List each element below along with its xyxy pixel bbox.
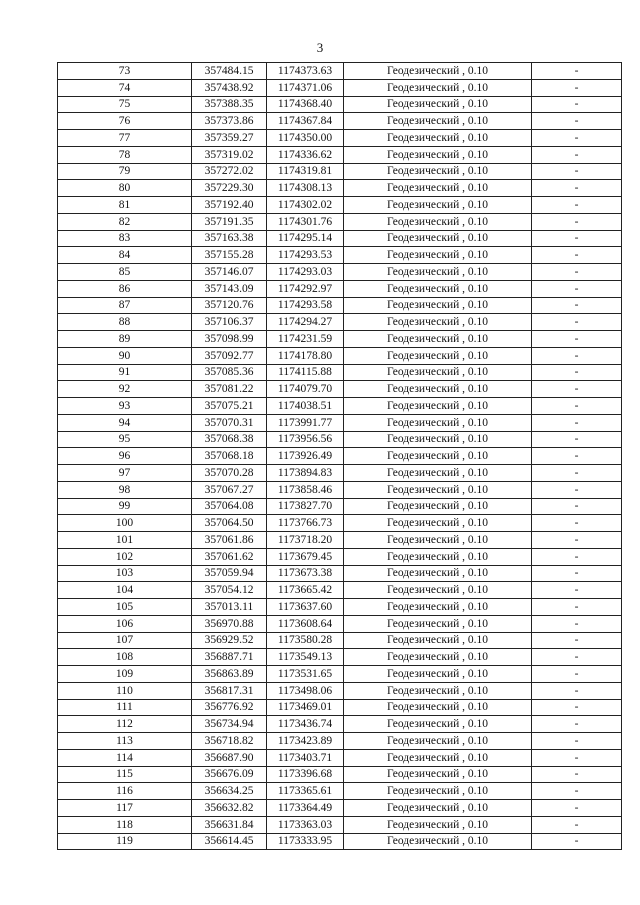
x-coordinate-cell: 357070.31 (192, 414, 267, 431)
x-coordinate-cell: 357120.76 (192, 297, 267, 314)
y-coordinate-cell: 1174295.14 (267, 230, 344, 247)
point-number-cell: 89 (58, 331, 192, 348)
y-coordinate-cell: 1173403.71 (267, 749, 344, 766)
table-row (58, 532, 622, 549)
table-row (58, 113, 622, 130)
table-row (58, 163, 622, 180)
x-coordinate-cell: 357070.28 (192, 465, 267, 482)
point-number-cell: 73 (58, 63, 192, 80)
y-coordinate-cell: 1174373.63 (267, 63, 344, 80)
x-coordinate-cell: 357061.86 (192, 532, 267, 549)
x-coordinate-cell: 357064.50 (192, 515, 267, 532)
table-row (58, 79, 622, 96)
table-row (58, 749, 622, 766)
point-number-cell: 109 (58, 666, 192, 683)
method-accuracy-cell: Геодезический , 0.10 (344, 331, 532, 348)
extra-cell: - (532, 414, 622, 431)
y-coordinate-cell: 1173766.73 (267, 515, 344, 532)
point-number-cell: 87 (58, 297, 192, 314)
method-accuracy-cell: Геодезический , 0.10 (344, 766, 532, 783)
y-coordinate-cell: 1174294.27 (267, 314, 344, 331)
method-accuracy-cell: Геодезический , 0.10 (344, 749, 532, 766)
table-row (58, 431, 622, 448)
extra-cell: - (532, 63, 622, 80)
point-number-cell: 92 (58, 381, 192, 398)
extra-cell: - (532, 347, 622, 364)
point-number-cell: 116 (58, 783, 192, 800)
x-coordinate-cell: 357229.30 (192, 180, 267, 197)
x-coordinate-cell: 356631.84 (192, 816, 267, 833)
point-number-cell: 114 (58, 749, 192, 766)
method-accuracy-cell: Геодезический , 0.10 (344, 96, 532, 113)
y-coordinate-cell: 1174371.06 (267, 79, 344, 96)
method-accuracy-cell: Геодезический , 0.10 (344, 113, 532, 130)
y-coordinate-cell: 1173363.03 (267, 816, 344, 833)
point-number-cell: 88 (58, 314, 192, 331)
table-row (58, 800, 622, 817)
x-coordinate-cell: 357163.38 (192, 230, 267, 247)
point-number-cell: 96 (58, 448, 192, 465)
y-coordinate-cell: 1174038.51 (267, 398, 344, 415)
extra-cell: - (532, 314, 622, 331)
x-coordinate-cell: 357373.86 (192, 113, 267, 130)
point-number-cell: 104 (58, 582, 192, 599)
method-accuracy-cell: Геодезический , 0.10 (344, 582, 532, 599)
x-coordinate-cell: 356970.88 (192, 615, 267, 632)
x-coordinate-cell: 357359.27 (192, 130, 267, 147)
method-accuracy-cell: Геодезический , 0.10 (344, 532, 532, 549)
y-coordinate-cell: 1174079.70 (267, 381, 344, 398)
y-coordinate-cell: 1173926.49 (267, 448, 344, 465)
x-coordinate-cell: 357438.92 (192, 79, 267, 96)
extra-cell: - (532, 699, 622, 716)
extra-cell: - (532, 264, 622, 281)
method-accuracy-cell: Геодезический , 0.10 (344, 314, 532, 331)
point-number-cell: 77 (58, 130, 192, 147)
extra-cell: - (532, 448, 622, 465)
table-row (58, 264, 622, 281)
extra-cell: - (532, 331, 622, 348)
method-accuracy-cell: Геодезический , 0.10 (344, 699, 532, 716)
method-accuracy-cell: Геодезический , 0.10 (344, 716, 532, 733)
x-coordinate-cell: 357192.40 (192, 197, 267, 214)
y-coordinate-cell: 1174368.40 (267, 96, 344, 113)
y-coordinate-cell: 1173423.89 (267, 733, 344, 750)
table-row (58, 465, 622, 482)
table-row (58, 280, 622, 297)
point-number-cell: 98 (58, 481, 192, 498)
extra-cell: - (532, 833, 622, 850)
extra-cell: - (532, 113, 622, 130)
y-coordinate-cell: 1174308.13 (267, 180, 344, 197)
x-coordinate-cell: 357068.38 (192, 431, 267, 448)
y-coordinate-cell: 1173396.68 (267, 766, 344, 783)
x-coordinate-cell: 356776.92 (192, 699, 267, 716)
x-coordinate-cell: 356887.71 (192, 649, 267, 666)
extra-cell: - (532, 197, 622, 214)
table-row (58, 699, 622, 716)
table-row (58, 515, 622, 532)
method-accuracy-cell: Геодезический , 0.10 (344, 465, 532, 482)
method-accuracy-cell: Геодезический , 0.10 (344, 163, 532, 180)
method-accuracy-cell: Геодезический , 0.10 (344, 816, 532, 833)
extra-cell: - (532, 163, 622, 180)
table-row (58, 766, 622, 783)
table-row (58, 364, 622, 381)
method-accuracy-cell: Геодезический , 0.10 (344, 414, 532, 431)
y-coordinate-cell: 1173365.61 (267, 783, 344, 800)
point-number-cell: 80 (58, 180, 192, 197)
y-coordinate-cell: 1174178.80 (267, 347, 344, 364)
table-row (58, 197, 622, 214)
point-number-cell: 82 (58, 213, 192, 230)
x-coordinate-cell: 357068.18 (192, 448, 267, 465)
table-row (58, 716, 622, 733)
x-coordinate-cell: 356863.89 (192, 666, 267, 683)
method-accuracy-cell: Геодезический , 0.10 (344, 548, 532, 565)
x-coordinate-cell: 357146.07 (192, 264, 267, 281)
x-coordinate-cell: 357064.08 (192, 498, 267, 515)
extra-cell: - (532, 280, 622, 297)
x-coordinate-cell: 357106.37 (192, 314, 267, 331)
y-coordinate-cell: 1173469.01 (267, 699, 344, 716)
extra-cell: - (532, 766, 622, 783)
point-number-cell: 79 (58, 163, 192, 180)
method-accuracy-cell: Геодезический , 0.10 (344, 666, 532, 683)
point-number-cell: 110 (58, 682, 192, 699)
table-row (58, 816, 622, 833)
extra-cell: - (532, 247, 622, 264)
method-accuracy-cell: Геодезический , 0.10 (344, 264, 532, 281)
method-accuracy-cell: Геодезический , 0.10 (344, 79, 532, 96)
extra-cell: - (532, 816, 622, 833)
method-accuracy-cell: Геодезический , 0.10 (344, 381, 532, 398)
y-coordinate-cell: 1173858.46 (267, 481, 344, 498)
extra-cell: - (532, 800, 622, 817)
table-row (58, 314, 622, 331)
x-coordinate-cell: 356632.82 (192, 800, 267, 817)
method-accuracy-cell: Геодезический , 0.10 (344, 63, 532, 80)
y-coordinate-cell: 1173608.64 (267, 615, 344, 632)
y-coordinate-cell: 1174319.81 (267, 163, 344, 180)
y-coordinate-cell: 1174292.97 (267, 280, 344, 297)
x-coordinate-cell: 357054.12 (192, 582, 267, 599)
x-coordinate-cell: 357059.94 (192, 565, 267, 582)
point-number-cell: 93 (58, 398, 192, 415)
method-accuracy-cell: Геодезический , 0.10 (344, 481, 532, 498)
table-row (58, 565, 622, 582)
table-row (58, 63, 622, 80)
table-row (58, 331, 622, 348)
extra-cell: - (532, 515, 622, 532)
table-row (58, 146, 622, 163)
point-number-cell: 118 (58, 816, 192, 833)
method-accuracy-cell: Геодезический , 0.10 (344, 632, 532, 649)
extra-cell: - (532, 398, 622, 415)
table-row (58, 498, 622, 515)
table-row (58, 96, 622, 113)
x-coordinate-cell: 356718.82 (192, 733, 267, 750)
extra-cell: - (532, 749, 622, 766)
x-coordinate-cell: 357388.35 (192, 96, 267, 113)
extra-cell: - (532, 498, 622, 515)
x-coordinate-cell: 356929.52 (192, 632, 267, 649)
extra-cell: - (532, 481, 622, 498)
y-coordinate-cell: 1173679.45 (267, 548, 344, 565)
method-accuracy-cell: Геодезический , 0.10 (344, 800, 532, 817)
point-number-cell: 99 (58, 498, 192, 515)
extra-cell: - (532, 682, 622, 699)
extra-cell: - (532, 783, 622, 800)
point-number-cell: 76 (58, 113, 192, 130)
point-number-cell: 74 (58, 79, 192, 96)
point-number-cell: 117 (58, 800, 192, 817)
point-number-cell: 103 (58, 565, 192, 582)
table-row (58, 632, 622, 649)
method-accuracy-cell: Геодезический , 0.10 (344, 230, 532, 247)
x-coordinate-cell: 357155.28 (192, 247, 267, 264)
extra-cell: - (532, 364, 622, 381)
method-accuracy-cell: Геодезический , 0.10 (344, 448, 532, 465)
point-number-cell: 107 (58, 632, 192, 649)
table-row (58, 833, 622, 850)
table-row (58, 481, 622, 498)
method-accuracy-cell: Геодезический , 0.10 (344, 398, 532, 415)
table-row (58, 230, 622, 247)
y-coordinate-cell: 1174231.59 (267, 331, 344, 348)
point-number-cell: 105 (58, 599, 192, 616)
x-coordinate-cell: 357013.11 (192, 599, 267, 616)
table-row (58, 247, 622, 264)
method-accuracy-cell: Геодезический , 0.10 (344, 197, 532, 214)
y-coordinate-cell: 1174350.00 (267, 130, 344, 147)
method-accuracy-cell: Геодезический , 0.10 (344, 599, 532, 616)
method-accuracy-cell: Геодезический , 0.10 (344, 280, 532, 297)
point-number-cell: 83 (58, 230, 192, 247)
y-coordinate-cell: 1174293.58 (267, 297, 344, 314)
extra-cell: - (532, 666, 622, 683)
y-coordinate-cell: 1173637.60 (267, 599, 344, 616)
method-accuracy-cell: Геодезический , 0.10 (344, 364, 532, 381)
method-accuracy-cell: Геодезический , 0.10 (344, 431, 532, 448)
y-coordinate-cell: 1173956.56 (267, 431, 344, 448)
table-row (58, 213, 622, 230)
extra-cell: - (532, 465, 622, 482)
extra-cell: - (532, 130, 622, 147)
point-number-cell: 95 (58, 431, 192, 448)
y-coordinate-cell: 1174115.88 (267, 364, 344, 381)
point-number-cell: 101 (58, 532, 192, 549)
extra-cell: - (532, 297, 622, 314)
method-accuracy-cell: Геодезический , 0.10 (344, 297, 532, 314)
method-accuracy-cell: Геодезический , 0.10 (344, 498, 532, 515)
method-accuracy-cell: Геодезический , 0.10 (344, 783, 532, 800)
table-row (58, 347, 622, 364)
y-coordinate-cell: 1174293.53 (267, 247, 344, 264)
table-row (58, 548, 622, 565)
x-coordinate-cell: 357484.15 (192, 63, 267, 80)
y-coordinate-cell: 1173333.95 (267, 833, 344, 850)
point-number-cell: 78 (58, 146, 192, 163)
point-number-cell: 75 (58, 96, 192, 113)
point-number-cell: 106 (58, 615, 192, 632)
point-number-cell: 111 (58, 699, 192, 716)
x-coordinate-cell: 357075.21 (192, 398, 267, 415)
table-row (58, 733, 622, 750)
extra-cell: - (532, 582, 622, 599)
table-row (58, 448, 622, 465)
x-coordinate-cell: 357067.27 (192, 481, 267, 498)
point-number-cell: 113 (58, 733, 192, 750)
point-number-cell: 84 (58, 247, 192, 264)
table-row (58, 381, 622, 398)
point-number-cell: 100 (58, 515, 192, 532)
method-accuracy-cell: Геодезический , 0.10 (344, 733, 532, 750)
method-accuracy-cell: Геодезический , 0.10 (344, 682, 532, 699)
method-accuracy-cell: Геодезический , 0.10 (344, 213, 532, 230)
y-coordinate-cell: 1173498.06 (267, 682, 344, 699)
x-coordinate-cell: 357272.02 (192, 163, 267, 180)
table-row (58, 666, 622, 683)
table-row (58, 582, 622, 599)
extra-cell: - (532, 716, 622, 733)
coordinates-table-body (58, 63, 622, 850)
extra-cell: - (532, 79, 622, 96)
x-coordinate-cell: 356634.25 (192, 783, 267, 800)
y-coordinate-cell: 1173673.38 (267, 565, 344, 582)
x-coordinate-cell: 356734.94 (192, 716, 267, 733)
y-coordinate-cell: 1174367.84 (267, 113, 344, 130)
method-accuracy-cell: Геодезический , 0.10 (344, 130, 532, 147)
extra-cell: - (532, 532, 622, 549)
y-coordinate-cell: 1173827.70 (267, 498, 344, 515)
point-number-cell: 86 (58, 280, 192, 297)
y-coordinate-cell: 1173531.65 (267, 666, 344, 683)
point-number-cell: 115 (58, 766, 192, 783)
x-coordinate-cell: 357319.02 (192, 146, 267, 163)
point-number-cell: 102 (58, 548, 192, 565)
extra-cell: - (532, 733, 622, 750)
y-coordinate-cell: 1173436.74 (267, 716, 344, 733)
extra-cell: - (532, 381, 622, 398)
y-coordinate-cell: 1174336.62 (267, 146, 344, 163)
method-accuracy-cell: Геодезический , 0.10 (344, 649, 532, 666)
x-coordinate-cell: 357143.09 (192, 280, 267, 297)
point-number-cell: 112 (58, 716, 192, 733)
y-coordinate-cell: 1174301.76 (267, 213, 344, 230)
method-accuracy-cell: Геодезический , 0.10 (344, 833, 532, 850)
extra-cell: - (532, 146, 622, 163)
table-row (58, 414, 622, 431)
x-coordinate-cell: 357092.77 (192, 347, 267, 364)
method-accuracy-cell: Геодезический , 0.10 (344, 247, 532, 264)
method-accuracy-cell: Геодезический , 0.10 (344, 146, 532, 163)
x-coordinate-cell: 356687.90 (192, 749, 267, 766)
method-accuracy-cell: Геодезический , 0.10 (344, 615, 532, 632)
extra-cell: - (532, 615, 622, 632)
extra-cell: - (532, 180, 622, 197)
table-row (58, 130, 622, 147)
point-number-cell: 91 (58, 364, 192, 381)
x-coordinate-cell: 356817.31 (192, 682, 267, 699)
extra-cell: - (532, 213, 622, 230)
y-coordinate-cell: 1173580.28 (267, 632, 344, 649)
extra-cell: - (532, 230, 622, 247)
method-accuracy-cell: Геодезический , 0.10 (344, 565, 532, 582)
y-coordinate-cell: 1173364.49 (267, 800, 344, 817)
point-number-cell: 108 (58, 649, 192, 666)
table-row (58, 783, 622, 800)
method-accuracy-cell: Геодезический , 0.10 (344, 180, 532, 197)
table-row (58, 599, 622, 616)
x-coordinate-cell: 356614.45 (192, 833, 267, 850)
point-number-cell: 81 (58, 197, 192, 214)
y-coordinate-cell: 1173665.42 (267, 582, 344, 599)
table-row (58, 180, 622, 197)
point-number-cell: 119 (58, 833, 192, 850)
extra-cell: - (532, 649, 622, 666)
x-coordinate-cell: 357098.99 (192, 331, 267, 348)
point-number-cell: 90 (58, 347, 192, 364)
point-number-cell: 97 (58, 465, 192, 482)
y-coordinate-cell: 1173894.83 (267, 465, 344, 482)
point-number-cell: 94 (58, 414, 192, 431)
extra-cell: - (532, 431, 622, 448)
table-row (58, 682, 622, 699)
x-coordinate-cell: 357191.35 (192, 213, 267, 230)
method-accuracy-cell: Геодезический , 0.10 (344, 515, 532, 532)
table-row (58, 297, 622, 314)
x-coordinate-cell: 357061.62 (192, 548, 267, 565)
method-accuracy-cell: Геодезический , 0.10 (344, 347, 532, 364)
y-coordinate-cell: 1174302.02 (267, 197, 344, 214)
table-row (58, 398, 622, 415)
table-row (58, 615, 622, 632)
extra-cell: - (532, 632, 622, 649)
page-number: 3 (316, 40, 324, 55)
y-coordinate-cell: 1173718.20 (267, 532, 344, 549)
coordinates-table (57, 62, 622, 850)
x-coordinate-cell: 357081.22 (192, 381, 267, 398)
x-coordinate-cell: 357085.36 (192, 364, 267, 381)
y-coordinate-cell: 1173991.77 (267, 414, 344, 431)
extra-cell: - (532, 96, 622, 113)
x-coordinate-cell: 356676.09 (192, 766, 267, 783)
table-row (58, 649, 622, 666)
extra-cell: - (532, 599, 622, 616)
y-coordinate-cell: 1173549.13 (267, 649, 344, 666)
extra-cell: - (532, 548, 622, 565)
point-number-cell: 85 (58, 264, 192, 281)
extra-cell: - (532, 565, 622, 582)
y-coordinate-cell: 1174293.03 (267, 264, 344, 281)
